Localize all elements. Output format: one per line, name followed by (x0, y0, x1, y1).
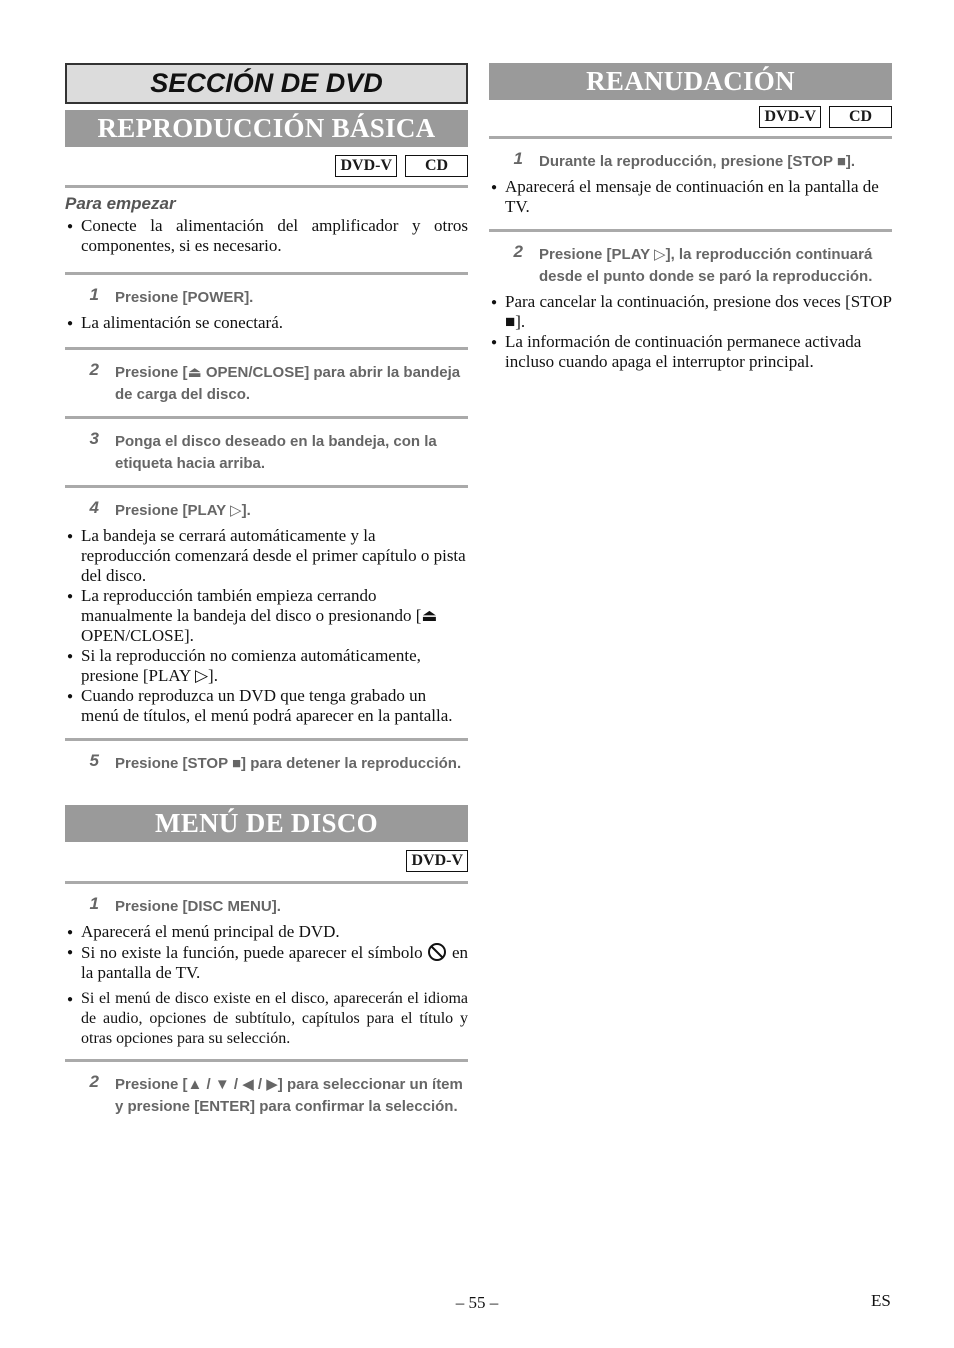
step-number: 2 (89, 360, 99, 379)
step-number: 4 (89, 498, 99, 517)
disc-menu-bullets (65, 922, 468, 1049)
basic-play-heading-bar (65, 110, 468, 147)
step-text: Presione [STOP ■] para detener la reproducción. (115, 755, 462, 772)
basic-play-badges (65, 155, 468, 177)
step-number: 1 (513, 149, 523, 168)
list-item: ● La alimentación se conectará. (65, 313, 468, 333)
section-title: SECCIÓN DE DVD (150, 68, 383, 98)
step-number: 2 (89, 1072, 99, 1091)
divider (65, 185, 468, 188)
step-text: Presione [⏏ OPEN/CLOSE] para abrir la bandeja de carga del disco. (115, 364, 461, 403)
step-text: Presione [PLAY ▷]. (115, 502, 251, 519)
intro-bullets (65, 216, 468, 256)
list-item: ● La reproducción también empieza cerrando manualmente la bandeja del disco o presionando [⏏ OPEN/CLOSE]. (65, 586, 468, 646)
section-title-box (65, 63, 468, 104)
list-item: ● La bandeja se cerrará automáticamente y la reproducción comenzará desde el primer capítulo o pista del disco. (65, 526, 468, 586)
cd-badge: CD (405, 155, 468, 177)
resume-badges (489, 106, 892, 128)
step-3 (65, 419, 468, 475)
disc-menu-badges (65, 850, 468, 872)
step-number: 1 (89, 285, 99, 304)
dvd-v-badge: DVD-V (759, 106, 821, 128)
list-item (65, 942, 468, 983)
step-1-bullets (65, 313, 468, 333)
right-column (489, 63, 892, 372)
list-item: ● Conecte la alimentación del amplificador y otros componentes, si es necesario. (65, 216, 468, 256)
disc-menu-heading-bar (65, 805, 468, 842)
resume-heading: REANUDACIÓN (586, 66, 795, 96)
dvd-v-badge: DVD-V (406, 850, 468, 872)
step-number: 3 (89, 429, 99, 448)
step-5 (65, 741, 468, 775)
basic-play-heading: REPRODUCCIÓN BÁSICA (97, 113, 436, 143)
step-4 (65, 488, 468, 522)
bullet-text: Si no existe la función, puede aparecer el símbolo (81, 943, 423, 962)
list-item: ● Aparecerá el mensaje de continuación en la pantalla de TV. (489, 177, 892, 217)
step-number: 1 (89, 894, 99, 913)
bullet-text: en la pantalla de TV. (81, 943, 469, 982)
list-item: ● La información de continuación permanece activada incluso cuando apaga el interruptor principal. (489, 332, 892, 372)
step-number: 5 (89, 751, 99, 770)
list-item: ● Si la reproducción no comienza automáticamente, presione [PLAY ▷]. (65, 646, 468, 686)
resume-step-1 (489, 139, 892, 173)
dvd-v-badge: DVD-V (335, 155, 397, 177)
disc-menu-heading: MENÚ DE DISCO (155, 808, 378, 838)
step-2 (65, 350, 468, 406)
step-1 (65, 275, 468, 309)
resume-step-1-bullets (489, 177, 892, 217)
step-number: 2 (513, 242, 523, 261)
disc-menu-step-1 (65, 884, 468, 918)
no-entry-icon (427, 942, 447, 962)
resume-step-2-bullets (489, 292, 892, 372)
step-text: Ponga el disco deseado en la bandeja, con la etiqueta hacia arriba. (115, 433, 437, 472)
step-text: Presione [▲ / ▼ / ◀ / ▶] para seleccionar un ítem y presione [ENTER] para confirmar la selección. (115, 1076, 463, 1115)
list-item: ● Para cancelar la continuación, presione dos veces [STOP ■]. (489, 292, 892, 332)
page-number: – 55 – (455, 1293, 499, 1312)
step-text: Presione [POWER]. (115, 289, 254, 306)
language-code: ES (871, 1291, 891, 1310)
disc-menu-step-2 (65, 1062, 468, 1118)
resume-heading-bar (489, 63, 892, 100)
left-column (65, 63, 468, 1118)
intro-label: Para empezar (65, 194, 176, 213)
step-text: Presione [PLAY ▷], la reproducción continuará desde el punto donde se paró la reproducción. (539, 246, 873, 285)
cd-badge: CD (829, 106, 892, 128)
step-text: Durante la reproducción, presione [STOP ■]. (539, 153, 856, 170)
list-item: ● Si el menú de disco existe en el disco, aparecerán el idioma de audio, opciones de subtítulo, capítulos para el título y otras opciones para su selección. (65, 989, 468, 1049)
step-4-bullets (65, 526, 468, 726)
step-text: Presione [DISC MENU]. (115, 898, 281, 915)
list-item: ● Aparecerá el menú principal de DVD. (65, 922, 468, 942)
resume-step-2 (489, 232, 892, 288)
list-item: ● Cuando reproduzca un DVD que tenga grabado un menú de títulos, el menú podrá aparecer en la pantalla. (65, 686, 468, 726)
